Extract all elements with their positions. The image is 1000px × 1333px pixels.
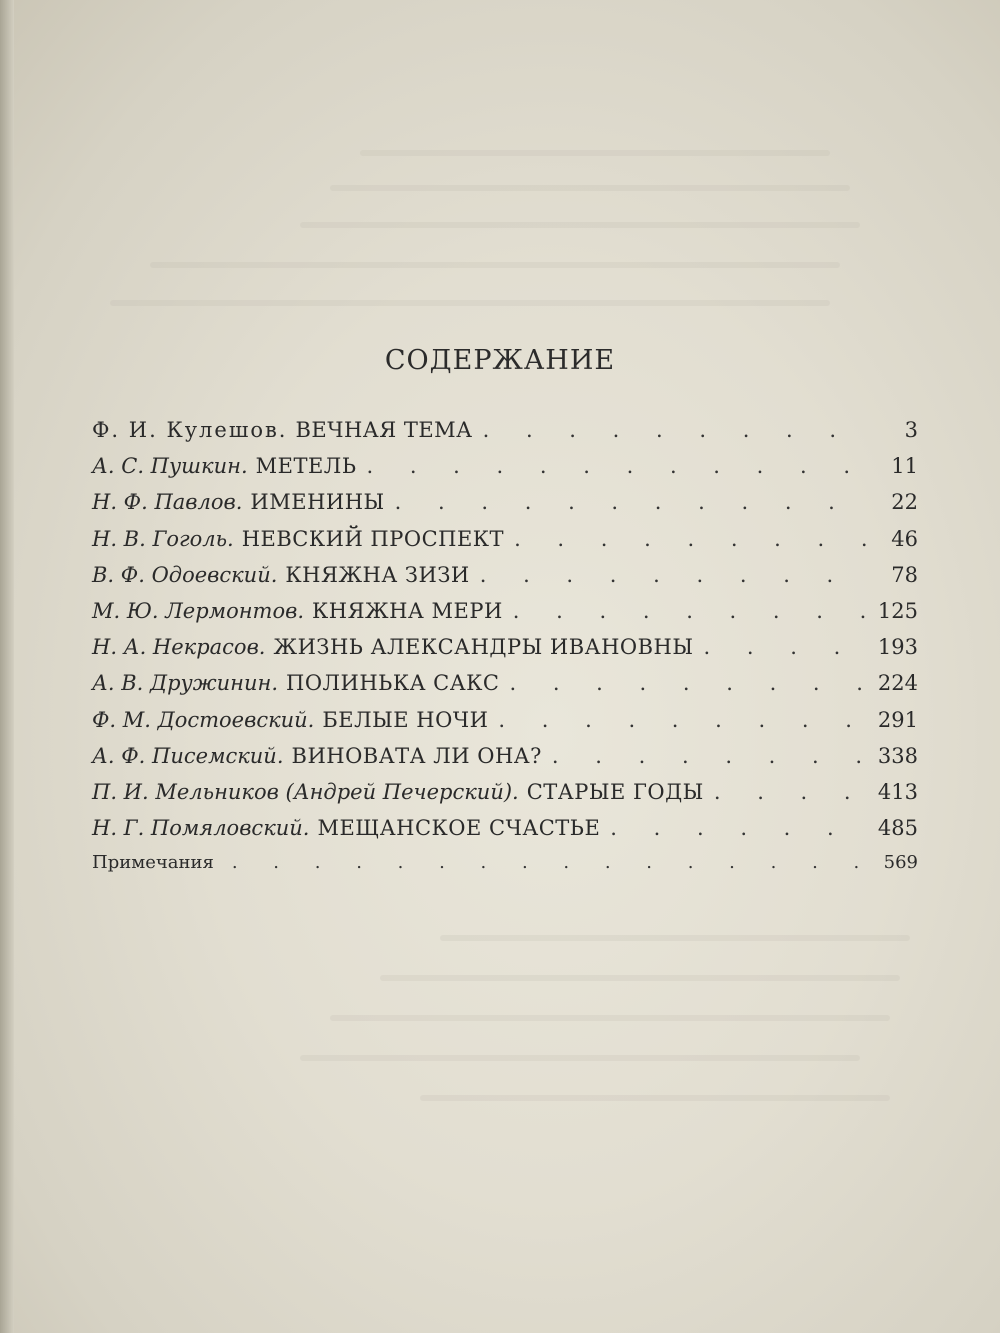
- show-through: [440, 935, 910, 941]
- show-through: [150, 262, 840, 268]
- toc-leader-dots: [480, 563, 870, 587]
- toc-author: Н. Ф. Павлов.: [92, 490, 243, 515]
- toc-page-number: 193: [877, 635, 918, 660]
- show-through: [300, 222, 860, 228]
- toc-title: МЕТЕЛЬ: [255, 454, 357, 479]
- toc-author: Н. А. Некрасов.: [92, 635, 266, 660]
- toc-title: БЕЛЫЕ НОЧИ: [322, 707, 489, 732]
- toc-page-number: 338: [877, 743, 918, 768]
- toc-author: Н. Г. Помяловский.: [92, 816, 310, 841]
- toc-author: Ф. И. Кулешов.: [92, 418, 288, 442]
- toc-page-number: 11: [891, 454, 918, 479]
- toc-title: КНЯЖНА ЗИЗИ: [285, 562, 470, 587]
- toc-entry: [92, 671, 918, 707]
- toc-leader-dots: [552, 744, 870, 768]
- toc-leader-dots: [483, 418, 870, 442]
- toc-leader-dots: [395, 490, 870, 514]
- show-through: [330, 1015, 890, 1021]
- toc-leader-dots: [714, 780, 870, 804]
- toc-page-number: 22: [891, 490, 918, 515]
- toc-title: ВЕЧНАЯ ТЕМА: [295, 418, 473, 442]
- toc-title: КНЯЖНА МЕРИ: [312, 598, 503, 623]
- toc-author: Ф. М. Достоевский.: [92, 707, 315, 732]
- toc-entry: [92, 599, 918, 635]
- toc-author: В. Ф. Одоевский.: [92, 562, 278, 587]
- toc-entry: [92, 780, 918, 816]
- toc-leader-dots: [513, 599, 870, 623]
- toc-title: ЖИЗНЬ АЛЕКСАНДРЫ ИВАНОВНЫ: [273, 635, 694, 660]
- toc-page-number: 569: [883, 852, 918, 874]
- page-edge-shadow: [0, 0, 14, 1333]
- toc-page-number: 3: [904, 418, 918, 442]
- toc-author: П. И. Мельников (Андрей Печерский).: [92, 779, 519, 804]
- show-through: [300, 1055, 860, 1061]
- toc-entry: [92, 563, 918, 599]
- toc-entry: [92, 708, 918, 744]
- toc-author: Н. В. Гоголь.: [92, 526, 234, 551]
- toc-title: НЕВСКИЙ ПРОСПЕКТ: [241, 526, 505, 551]
- toc-title: ПОЛИНЬКА САКС: [286, 671, 500, 696]
- toc-leader-dots: [232, 852, 870, 873]
- toc-leader-dots: [704, 635, 870, 659]
- toc-entry: [92, 744, 918, 780]
- toc-page-number: 46: [891, 526, 918, 551]
- show-through: [110, 300, 830, 306]
- toc-leader-dots: [610, 816, 870, 840]
- toc-leader-dots: [509, 671, 870, 695]
- page-title: СОДЕРЖАНИЕ: [384, 345, 616, 376]
- toc-entry-notes: [92, 852, 918, 888]
- toc-author: М. Ю. Лермонтов.: [92, 598, 304, 623]
- toc-page-number: 485: [877, 816, 918, 841]
- toc-entry: [92, 635, 918, 671]
- toc-title: МЕЩАНСКОЕ СЧАСТЬЕ: [317, 816, 601, 841]
- toc-page-number: 78: [891, 562, 918, 587]
- toc-title: ИМЕНИНЫ: [250, 490, 385, 515]
- toc-page-number: 125: [877, 598, 918, 623]
- toc-leader-dots: [514, 527, 870, 551]
- table-of-contents: [92, 418, 918, 888]
- toc-entry: [92, 490, 918, 526]
- toc-entry: [92, 454, 918, 490]
- toc-title: СТАРЫЕ ГОДЫ: [526, 779, 704, 804]
- toc-notes-label: Примечания: [92, 852, 214, 874]
- toc-author: А. С. Пушкин.: [92, 454, 248, 479]
- toc-leader-dots: [498, 708, 870, 732]
- toc-leader-dots: [366, 454, 870, 478]
- toc-entry: [92, 418, 918, 454]
- show-through: [360, 150, 830, 156]
- toc-author: А. В. Дружинин.: [92, 671, 278, 696]
- toc-title: ВИНОВАТА ЛИ ОНА?: [291, 743, 542, 768]
- toc-entry: [92, 527, 918, 563]
- toc-page-number: 291: [877, 707, 918, 732]
- show-through: [420, 1095, 890, 1101]
- toc-entry: [92, 816, 918, 852]
- toc-author: А. Ф. Писемский.: [92, 743, 284, 768]
- toc-page-number: 413: [877, 779, 918, 804]
- toc-page-number: 224: [877, 671, 918, 696]
- show-through: [330, 185, 850, 191]
- show-through: [380, 975, 900, 981]
